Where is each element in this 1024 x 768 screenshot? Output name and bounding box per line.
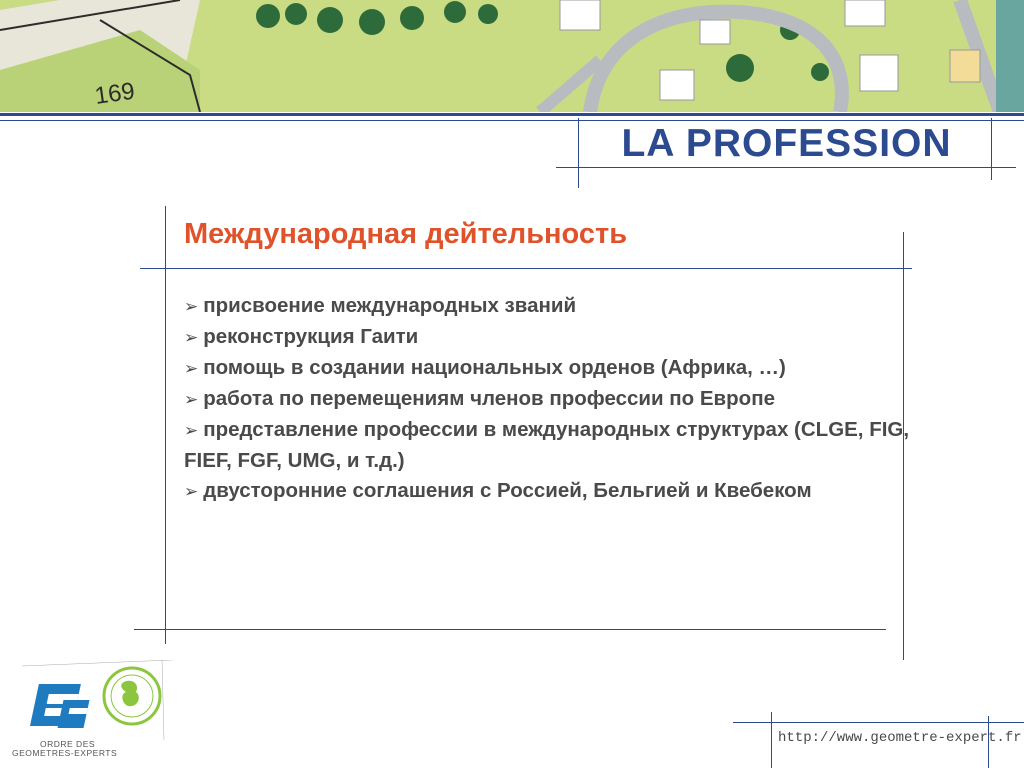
list-item-text: присвоение международных званий xyxy=(203,294,577,317)
list-item-text: помощь в создании национальных орденов (Африка, …) xyxy=(203,356,786,379)
frame-top-line xyxy=(140,268,912,269)
list-item-text: двусторонние соглашения с Россией, Бельгией и Квебеком xyxy=(203,479,812,502)
list-item xyxy=(184,353,954,384)
title-rule-right xyxy=(991,118,992,180)
list-item xyxy=(184,322,954,353)
arrowhead-bullet-icon: ➢ xyxy=(184,482,199,501)
list-item xyxy=(184,291,954,322)
list-item-text: представление профессии в международных структурах (CLGE, FIG, FIEF, FGF, UMG, и т.д.) xyxy=(184,418,910,472)
title-rule-left xyxy=(578,118,579,188)
org-name-line2: GEOMETRES-EXPERTS xyxy=(12,748,118,758)
arrowhead-bullet-icon: ➢ xyxy=(184,390,199,409)
frame-left-line xyxy=(165,206,166,644)
oge-logo-icon xyxy=(22,660,172,745)
list-item xyxy=(184,384,954,415)
section-heading: Международная дейтельность xyxy=(184,218,628,250)
footer-rule-top xyxy=(733,722,1024,723)
org-name xyxy=(12,740,132,758)
frame-bottom-line xyxy=(134,629,886,630)
bullet-list xyxy=(184,291,954,507)
arrowhead-bullet-icon: ➢ xyxy=(184,328,199,347)
org-name-line1: ORDRE DES xyxy=(40,739,96,749)
footer-rule-left xyxy=(771,712,772,768)
header-rule-top xyxy=(0,113,1024,116)
header-banner-image xyxy=(0,0,1024,112)
banner-map-label: 169 xyxy=(93,77,137,110)
arrowhead-bullet-icon: ➢ xyxy=(184,421,199,440)
website-link[interactable]: http://www.geometre-expert.fr xyxy=(778,730,1022,746)
list-item-text: реконструкция Гаити xyxy=(203,325,419,348)
list-item xyxy=(184,415,954,476)
green-seal-badge-icon xyxy=(104,668,160,724)
list-item xyxy=(184,476,954,507)
arrowhead-bullet-icon: ➢ xyxy=(184,297,199,316)
page-title: LA PROFESSION xyxy=(621,122,952,165)
list-item-text: работа по перемещениям членов профессии по Европе xyxy=(203,387,775,410)
arrowhead-bullet-icon: ➢ xyxy=(184,359,199,378)
